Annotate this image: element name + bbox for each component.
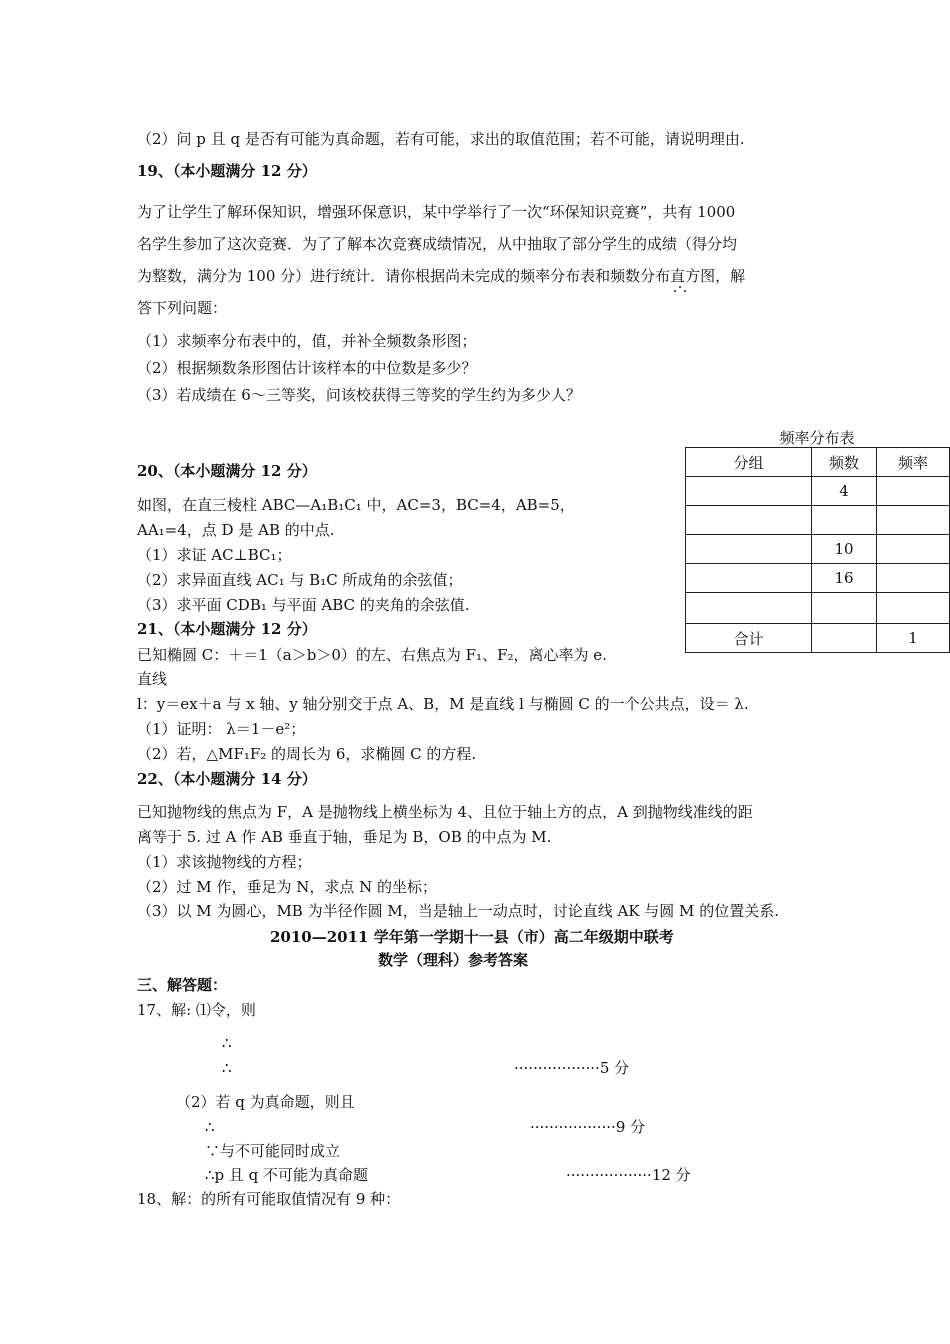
q22-line-1: 已知抛物线的焦点为 F，A 是抛物线上横坐标为 4、且位于轴上方的点，A 到抛物线准线的距 — [137, 803, 753, 821]
table-header: 分组 — [686, 448, 812, 477]
table-cell — [812, 506, 877, 535]
table-header-row — [686, 448, 950, 477]
table-cell: 10 — [812, 535, 877, 564]
answers-heading-2: 数学（理科）参考答案 — [378, 951, 529, 969]
q18-part2: （2）问 p 且 q 是否有可能为真命题，若有可能，求出的取值范围；若不可能，请说明理由. — [137, 130, 745, 148]
q21-line-3: l：y＝ex＋a 与 x 轴、y 轴分别交于点 A、B，M 是直线 l 与椭圆 C 的一个公共点，设＝ λ. — [137, 695, 749, 713]
q21-line-1: 已知椭圆 C：＋＝1（a＞b＞0）的左、右焦点为 F₁、F₂，离心率为 e. — [137, 646, 607, 664]
table-cell — [812, 624, 877, 653]
answer-17: 17、解: ⑴令，则 — [137, 1001, 256, 1019]
table-cell — [686, 535, 812, 564]
q20-line-1: 如图，在直三棱柱 ABC—A₁B₁C₁ 中，AC=3，BC=4，AB=5， — [137, 496, 575, 514]
q22-part2: （2）过 M 作，垂足为 N，求点 N 的坐标； — [137, 878, 437, 896]
q19-part3: （3）若成绩在 6～三等奖，问该校获得三等奖的学生约为多少人？ — [137, 386, 581, 404]
table-cell — [812, 593, 877, 624]
score-9: ··················9 分 — [530, 1118, 646, 1136]
emphasis-dots — [674, 286, 680, 292]
because-line: ∵与不可能同时成立 — [205, 1142, 341, 1160]
score-12: ··················12 分 — [566, 1166, 691, 1184]
therefore-2: ∴ — [222, 1059, 232, 1077]
table-row — [686, 564, 950, 593]
table-header: 频率 — [877, 448, 950, 477]
table-cell — [877, 506, 950, 535]
q20-part2: （2）求异面直线 AC₁ 与 B₁C 所成角的余弦值； — [137, 571, 463, 589]
q21-part2: （2）若，△MF₁F₂ 的周长为 6，求椭圆 C 的方程. — [137, 745, 477, 763]
q19-para-1: 为了让学生了解环保知识，增强环保意识，某中学举行了一次“环保知识竞赛”，共有 1000 — [137, 203, 736, 221]
therefore-1: ∴ — [222, 1034, 232, 1052]
table-cell — [686, 477, 812, 506]
q19-para-3: 为整数，满分为 100 分）进行统计．请你根据尚未完成的频率分布表和频数分布直方图，解 — [137, 267, 746, 285]
q19-part2: （2）根据频数条形图估计该样本的中位数是多少？ — [137, 359, 477, 377]
table-total-row — [686, 624, 950, 653]
conclusion-line: ∴p 且 q 不可能为真命题 — [205, 1166, 369, 1184]
score-5: ··················5 分 — [514, 1059, 630, 1077]
table-cell — [686, 593, 812, 624]
table-row — [686, 506, 950, 535]
table-row — [686, 477, 950, 506]
answers-heading-1: 2010—2011 学年第一学期十一县（市）高二年级期中联考 — [270, 928, 674, 946]
table-caption: 频率分布表 — [779, 429, 855, 447]
table-cell: 合计 — [686, 624, 812, 653]
table-cell: 1 — [877, 624, 950, 653]
q22-part1: （1）求该抛物线的方程； — [137, 853, 312, 871]
answer-18: 18、解：的所有可能取值情况有 9 种： — [137, 1190, 401, 1208]
q21-part1: （1）证明： λ＝1－e²； — [137, 720, 306, 738]
q20-part1: （1）求证 AC⊥BC₁； — [137, 546, 292, 564]
q19-para-2: 名学生参加了这次竞赛．为了了解本次竞赛成绩情况，从中抽取了部分学生的成绩（得分均 — [137, 235, 738, 253]
q21-line-2: 直线 — [137, 670, 168, 688]
table-cell — [877, 593, 950, 624]
answers-section: 三、解答题： — [137, 976, 228, 994]
table-row — [686, 593, 950, 624]
answer-17-part2: （2）若 q 为真命题，则且 — [176, 1093, 355, 1111]
frequency-table — [685, 447, 950, 653]
table-cell — [686, 506, 812, 535]
q22-line-2: 离等于 5. 过 A 作 AB 垂直于轴，垂足为 B，OB 的中点为 M. — [137, 828, 552, 846]
table-header: 频数 — [812, 448, 877, 477]
q20-line-2: AA₁=4，点 D 是 AB 的中点. — [137, 521, 335, 539]
q20-title: 20、（本小题满分 12 分） — [137, 462, 317, 480]
table-cell: 16 — [812, 564, 877, 593]
table-cell — [686, 564, 812, 593]
q19-title: 19、（本小题满分 12 分） — [137, 162, 317, 180]
q19-part1: （1）求频率分布表中的，值，并补全频数条形图； — [137, 332, 477, 350]
table-row — [686, 535, 950, 564]
table-cell — [877, 477, 950, 506]
q21-title: 21、（本小题满分 12 分） — [137, 620, 317, 638]
q19-para-4: 答下列问题： — [137, 299, 228, 317]
q22-part3: （3）以 M 为圆心，MB 为半径作圆 M，当是轴上一动点时，讨论直线 AK 与圆 M 的位置关系. — [137, 902, 779, 920]
table-cell — [877, 564, 950, 593]
q20-part3: （3）求平面 CDB₁ 与平面 ABC 的夹角的余弦值. — [137, 596, 470, 614]
table-cell: 4 — [812, 477, 877, 506]
q22-title: 22、（本小题满分 14 分） — [137, 770, 317, 788]
therefore-3: ∴ — [205, 1118, 215, 1136]
table-cell — [877, 535, 950, 564]
